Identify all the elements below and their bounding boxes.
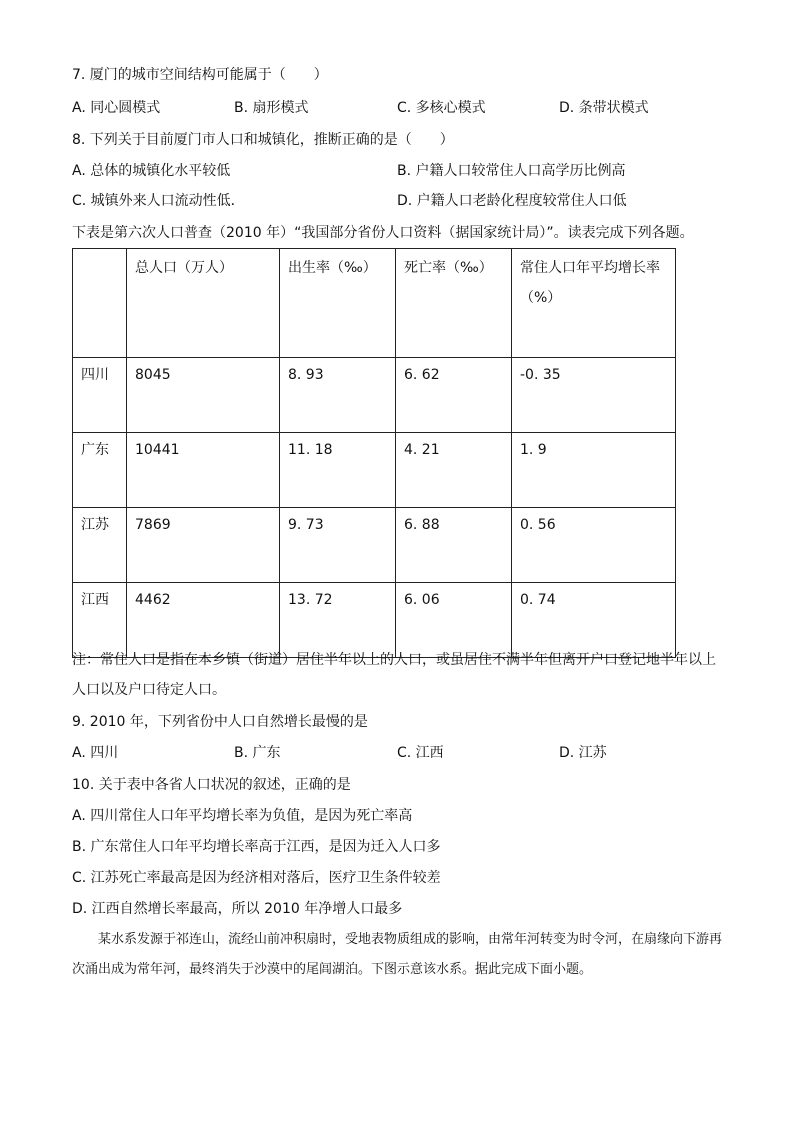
q7-option-d: D. 条带状模式 bbox=[559, 100, 649, 116]
q8-option-a: A. 总体的城镇化水平较低 bbox=[72, 163, 231, 179]
table-cell: -0. 35 bbox=[512, 358, 676, 433]
question-9-stem: 9. 2010 年，下列省份中人口自然增长最慢的是 bbox=[72, 714, 368, 730]
table-cell: 0. 56 bbox=[512, 508, 676, 583]
q8-option-b: B. 户籍人口较常住人口高学历比例高 bbox=[397, 163, 626, 179]
table-cell: 4462 bbox=[127, 583, 280, 658]
question-8-stem: 8. 下列关于目前厦门市人口和城镇化，推断正确的是（ ） bbox=[72, 132, 454, 148]
table-cell: 江西 bbox=[73, 583, 127, 658]
table-row bbox=[73, 358, 676, 433]
table-row bbox=[73, 508, 676, 583]
table-cell: 江苏 bbox=[73, 508, 127, 583]
q10-option-c: C. 江苏死亡率最高是因为经济相对落后，医疗卫生条件较差 bbox=[72, 870, 441, 886]
table-cell: 0. 74 bbox=[512, 583, 676, 658]
table-cell: 1. 9 bbox=[512, 433, 676, 508]
table-intro: 下表是第六次人口普查（2010 年）“我国部分省份人口资料（据国家统计局）”。读表完成下列各题。 bbox=[72, 225, 694, 241]
table-cell: 广东 bbox=[73, 433, 127, 508]
table-cell: 7869 bbox=[127, 508, 280, 583]
q7-option-a: A. 同心圆模式 bbox=[72, 100, 161, 116]
table-cell: 10441 bbox=[127, 433, 280, 508]
q9-option-b: B. 广东 bbox=[234, 745, 281, 761]
table-row bbox=[73, 583, 676, 658]
table-cell: 6. 06 bbox=[396, 583, 512, 658]
table-header-cell bbox=[73, 249, 127, 358]
q7-option-b: B. 扇形模式 bbox=[234, 100, 309, 116]
population-table bbox=[72, 248, 676, 658]
table-header-row bbox=[73, 249, 676, 358]
table-cell: 4. 21 bbox=[396, 433, 512, 508]
q7-option-c: C. 多核心模式 bbox=[397, 100, 486, 116]
table-cell: 13. 72 bbox=[280, 583, 396, 658]
q10-option-b: B. 广东常住人口年平均增长率高于江西，是因为迁入人口多 bbox=[72, 839, 441, 855]
table-cell: 8. 93 bbox=[280, 358, 396, 433]
q10-option-d: D. 江西自然增长率最高，所以 2010 年净增人口最多 bbox=[72, 901, 403, 917]
table-cell: 8045 bbox=[127, 358, 280, 433]
table-cell: 6. 88 bbox=[396, 508, 512, 583]
reading-passage: 某水系发源于祁连山，流经山前冲积扇时，受地表物质组成的影响，由常年河转变为时令河，在扇缘向下游再次涌出成为常年河，最终消失于沙漠中的尾闾湖泊。下图示意该水系。据此完成下面小题。 bbox=[72, 932, 723, 977]
table-note-line-2: 人口以及户口待定人口。 bbox=[72, 682, 226, 698]
q8-option-d: D. 户籍人口老龄化程度较常住人口低 bbox=[397, 193, 627, 209]
table-cell: 四川 bbox=[73, 358, 127, 433]
table-row bbox=[73, 433, 676, 508]
q9-option-d: D. 江苏 bbox=[559, 745, 607, 761]
table-header-cell: 出生率（‰） bbox=[280, 249, 396, 358]
q8-option-c: C. 城镇外来人口流动性低． bbox=[72, 193, 245, 209]
table-header-cell: 总人口（万人） bbox=[127, 249, 280, 358]
table-cell: 6. 62 bbox=[396, 358, 512, 433]
table-header-cell: 死亡率（‰） bbox=[396, 249, 512, 358]
table-note-line-1: 注：常住人口是指在本乡镇（街道）居住半年以上的人口，或虽居住不满半年但离开户口登记地半年以上 bbox=[72, 652, 716, 668]
question-7-stem: 7. 厦门的城市空间结构可能属于（ ） bbox=[72, 67, 328, 83]
table-cell: 11. 18 bbox=[280, 433, 396, 508]
table-cell: 9. 73 bbox=[280, 508, 396, 583]
question-10-stem: 10. 关于表中各省人口状况的叙述，正确的是 bbox=[72, 777, 351, 793]
q10-option-a: A. 四川常住人口年平均增长率为负值，是因为死亡率高 bbox=[72, 808, 413, 824]
q9-option-c: C. 江西 bbox=[397, 745, 444, 761]
table-header-cell: 常住人口年平均增长率（%） bbox=[512, 249, 676, 358]
q9-option-a: A. 四川 bbox=[72, 745, 119, 761]
